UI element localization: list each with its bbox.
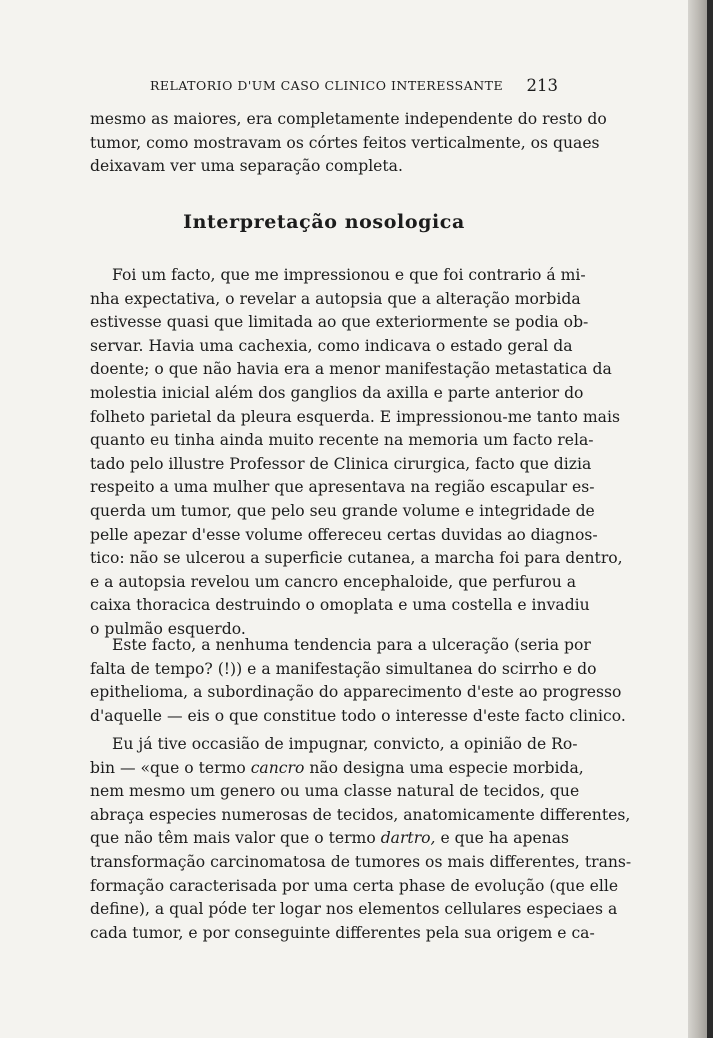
scan-edge xyxy=(707,0,713,1038)
text-line: molestia inicial além dos ganglios da axilla e parte anterior do xyxy=(90,383,584,402)
paragraph-robin xyxy=(90,733,632,945)
text-line: pelle apezar d'esse volume offereceu certas duvidas ao diagnos- xyxy=(90,525,598,544)
text-line: formação caracterisada por uma certa phase de evolução (que elle xyxy=(90,876,619,895)
text-line: caixa thoracica destruindo o omoplata e uma costella e invadiu xyxy=(90,596,590,615)
text-line: mesmo as maiores, era completamente independente do resto do xyxy=(90,110,607,128)
text-line: tico: não se ulcerou a superficie cutanea, a marcha foi para dentro, xyxy=(90,549,623,568)
text-line: e a autopsia revelou um cancro encephaloide, que perfurou a xyxy=(90,572,577,591)
text-line: d'aquelle — eis o que constitue todo o interesse d'este facto clinico. xyxy=(90,706,626,725)
text-line: Eu já tive occasião de impugnar, convicto, a opinião de Ro- xyxy=(112,735,578,753)
text-line: respeito a uma mulher que apresentava na região escapular es- xyxy=(90,478,595,497)
text-line: cada tumor, e por conseguinte differentes pela sua origem e ca- xyxy=(90,923,595,942)
text-line: doente; o que não havia era a menor manifestação metastatica da xyxy=(90,360,612,379)
text-line: querda um tumor, que pelo seu grande volume e integridade de xyxy=(90,501,595,520)
page-number: 213 xyxy=(526,76,558,95)
text-line: nem mesmo um genero ou uma classe natural de tecidos, que xyxy=(90,782,580,801)
text-line: define), a qual póde ter logar nos elementos cellulares especiaes a xyxy=(90,900,618,919)
running-title: RELATORIO D'UM CASO CLINICO INTERESSANTE xyxy=(150,78,504,93)
text-line: quanto eu tinha ainda muito recente na memoria um facto rela- xyxy=(90,431,594,450)
text-line: abraça especies numerosas de tecidos, anatomicamente differentes, xyxy=(90,805,631,824)
text-line: bin — «que o termo cancro não designa uma especie morbida, xyxy=(90,758,584,777)
paragraph-top xyxy=(90,108,607,179)
text-line: deixavam ver uma separação completa. xyxy=(90,157,403,176)
text-line: nha expectativa, o revelar a autopsia que a alteração morbida xyxy=(90,289,581,308)
section-heading: Interpretação nosologica xyxy=(183,211,465,233)
text-line: o pulmão esquerdo. xyxy=(90,619,246,638)
text-line: estivesse quasi que limitada ao que exteriormente se podia ob- xyxy=(90,313,589,332)
text-line: epithelioma, a subordinação do apparecimento d'este ao progresso xyxy=(90,683,622,702)
text-line: folheto parietal da pleura esquerda. E impressionou-me tanto mais xyxy=(90,407,620,426)
text-line: Este facto, a nenhuma tendencia para a ulceração (seria por xyxy=(112,636,591,654)
text-line: tado pelo illustre Professor de Clinica cirurgica, facto que dizia xyxy=(90,454,592,473)
paragraph-main xyxy=(90,264,623,642)
text-line: tumor, como mostravam os córtes feitos verticalmente, os quaes xyxy=(90,133,600,152)
text-line: transformação carcinomatosa de tumores os mais differentes, trans- xyxy=(90,852,632,871)
text-line: servar. Havia uma cachexia, como indicava o estado geral da xyxy=(90,336,573,355)
text-line: falta de tempo? (!)) e a manifestação simultanea do scirrho e do xyxy=(90,659,597,678)
paragraph-facto xyxy=(90,634,626,728)
running-header xyxy=(150,76,558,96)
text-line: Foi um facto, que me impressionou e que foi contrario á mi- xyxy=(112,266,586,284)
text-line: que não têm mais valor que o termo dartro, e que ha apenas xyxy=(90,829,570,848)
